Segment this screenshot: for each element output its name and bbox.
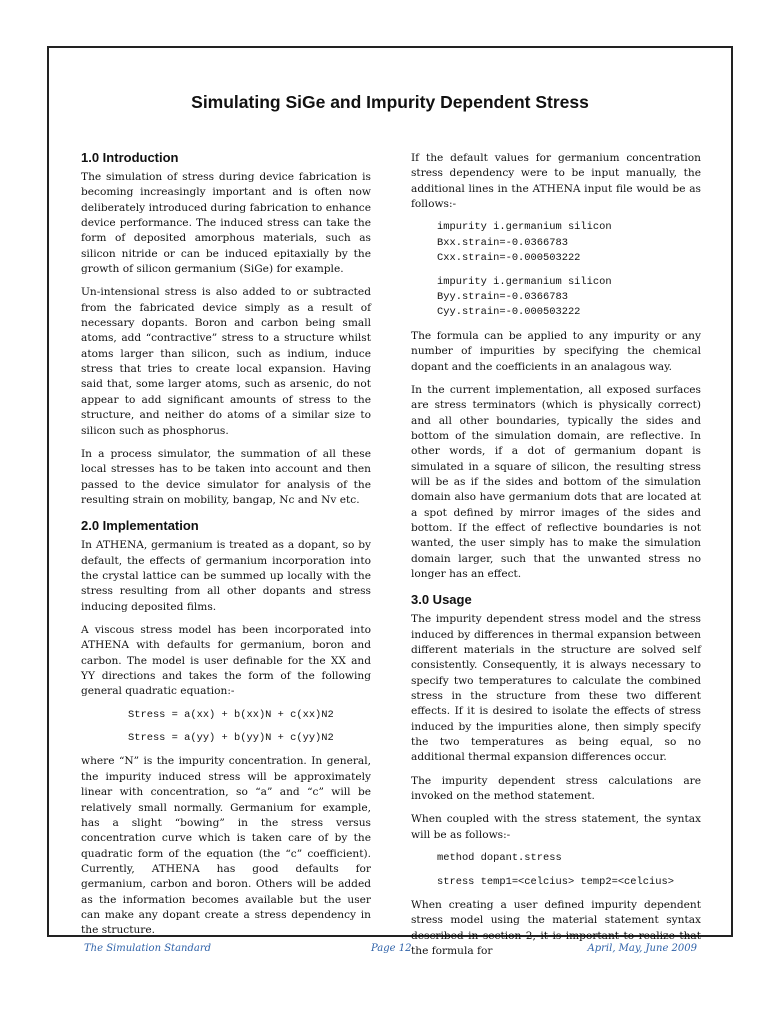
section-heading-implementation: 2.0 Implementation (81, 518, 199, 534)
left-column (81, 150, 371, 947)
paragraph: The impurity dependent stress calculations are invoked on the method statement. (411, 774, 701, 803)
equation-xx: Stress = a(xx) + b(xx)N + c(xx)N2 (128, 708, 334, 721)
right-column (411, 151, 701, 967)
footer-page-number: Page 12 (371, 943, 412, 954)
paragraph: where “N” is the impurity concentration. In general, the impurity induced stress will be approximately linear with concentration, so “a” and “c” will be relatively small normally. Germanium for example, has a slight “bowing” in the stress versus concentration curve which is taken care of by the quadratic form of the equation (the “c” coefficient). Currently, ATHENA has good defaults for germanium, carbon and boron. Others will be added as the information becomes available but the user can make any dopant create a stress dependency in the structure. (81, 755, 371, 937)
footer-date: April, May, June 2009 (587, 943, 697, 954)
paragraph: If the default values for germanium concentration stress dependency were to be input manually, the additional lines in the ATHENA input file would be as follows:- (411, 152, 701, 211)
footer-publication: The Simulation Standard (84, 943, 212, 954)
paragraph: A viscous stress model has been incorporated into ATHENA with defaults for germanium, boron and carbon. The model is user definable for the XX and YY directions and takes the form of the following general quadratic equation:- (81, 623, 371, 698)
article-title: Simulating SiGe and Impurity Dependent Stress (191, 92, 589, 112)
paragraph: The impurity dependent stress model and the stress induced by differences in thermal expansion between different materials in the structure are solved self consistently. Consequently, it is always necessary to specify two temperatures to calculate the combined stress in the structure from these two different effects. If it is desired to isolate the effects of stress induced by the impurities alone, then simply specify the two temperatures as being equal, so no additional thermal expansion differences occur. (411, 613, 701, 764)
code-block-yy: impurity i.germanium silicon Byy.strain=-0.0366783 Cyy.strain=-0.000503222 (437, 275, 612, 319)
equation-yy: Stress = a(yy) + b(yy)N + c(yy)N2 (128, 732, 334, 745)
paragraph: In ATHENA, germanium is treated as a dopant, so by default, the effects of germanium incorporation into the crystal lattice can be summed up locally with the stress resulting from all other dopants and stress inducing deposited films. (81, 539, 371, 613)
code-method-statement: method dopant.stress (437, 852, 562, 865)
paragraph: The formula can be applied to any impurity or any number of impurities by specifying the chemical dopant and the coefficients in an analagous way. (411, 329, 701, 373)
paragraph: In the current implementation, all exposed surfaces are stress terminators (which is physically correct) and all other boundaries, typically the sides and bottom of the simulation domain, are reflective. In other words, if a dot of germanium dopant is simulated in a square of silicon, the resulting stress will be as if the sides and bottom of the simulation domain also have germanium dots that are located at a spot defined by mirror images of the sides and bottom. If the effect of reflective boundaries is not wanted, the user simply has to make the simulation domain larger, such that the unwanted stress no longer has an effect. (411, 383, 701, 580)
code-block-xx: impurity i.germanium silicon Bxx.strain=-0.0366783 Cxx.strain=-0.000503222 (437, 221, 612, 265)
paragraph: The simulation of stress during device fabrication is becoming increasingly important and is often now deliberately introduced during fabrication to enhance device performance. The induced stress can take the form of deposited amorphous materials, such as silicon nitride or can be induced epitaxially by the growth of silicon germanium (SiGe) for example. (81, 171, 371, 276)
paragraph: Un-intensional stress is also added to or subtracted from the fabricated device simply as a result of necessary dopants. Boron and carbon being small atoms, add “contractive” stress to a structure whilst atoms larger than silicon, such as indium, induce stress that tries to create local expansion. Having said that, some larger atoms, such as arsenic, do not appear to add significant amounts of stress to the structure, and neither do atoms of a similar size to silicon such as phosphorus. (81, 286, 371, 437)
paragraph: When creating a user defined impurity dependent stress model using the material statement syntax described in section 2, it is important to realize that the formula for (411, 898, 701, 957)
paragraph: In a process simulator, the summation of all these local stresses has to be taken into account and then passed to the device simulator for analysis of the resulting strain on mobility, bangap, Nc and Nv etc. (81, 447, 371, 506)
section-heading-introduction: 1.0 Introduction (81, 150, 179, 165)
section-heading-usage: 3.0 Usage (411, 592, 472, 608)
paragraph: When coupled with the stress statement, the syntax will be as follows:- (411, 813, 701, 841)
code-stress-statement: stress temp1=<celcius> temp2=<celcius> (437, 875, 674, 888)
